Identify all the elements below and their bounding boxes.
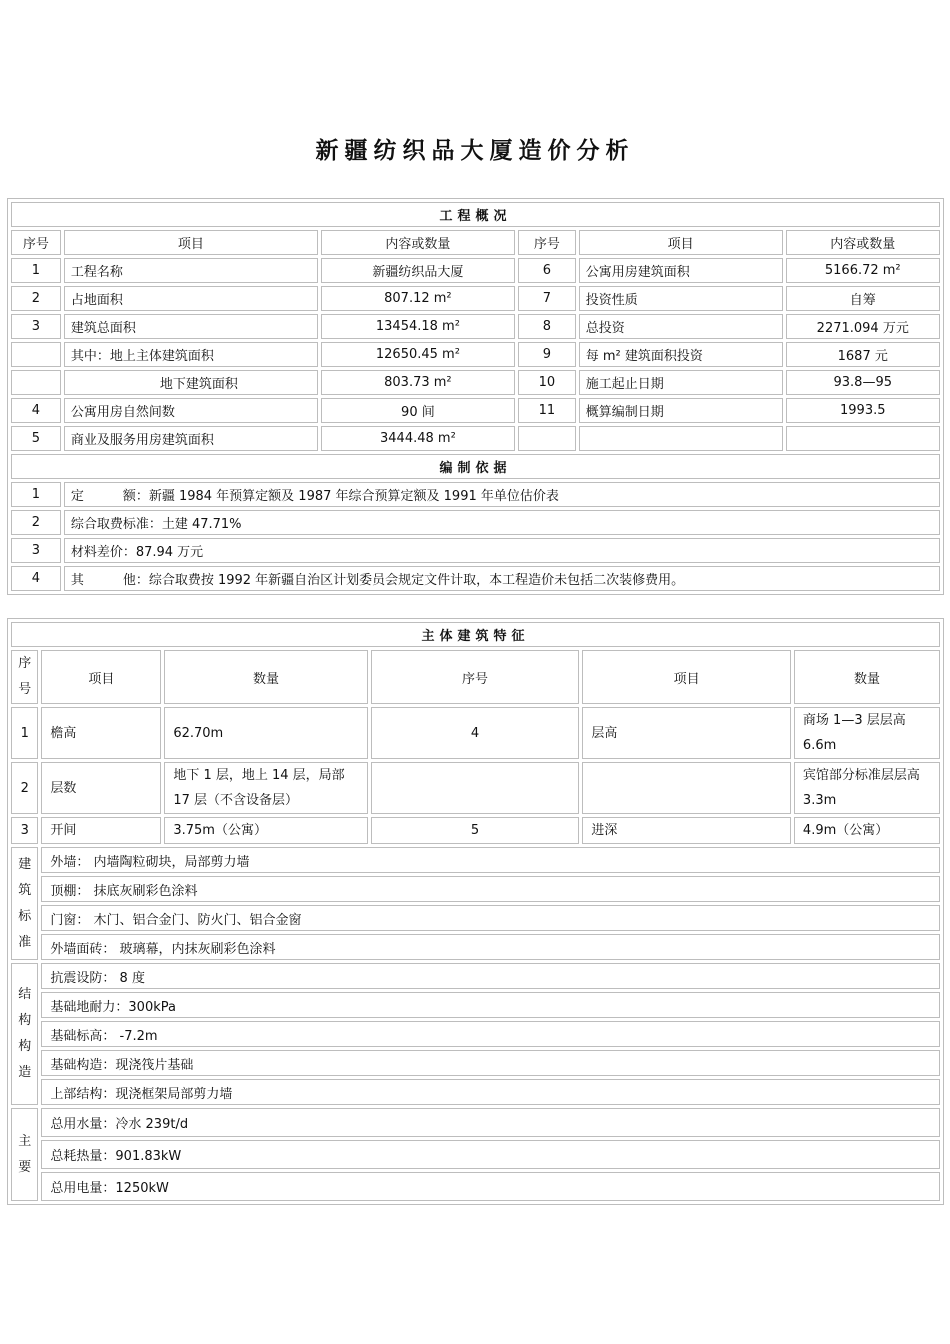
features-section — [7, 618, 944, 1205]
table-cell: 11 — [518, 398, 576, 423]
table-cell: 公寓用房建筑面积 — [579, 258, 783, 283]
section-heading: 工程概况 — [11, 202, 940, 227]
table-cell: 抗震设防： 8 度 — [41, 963, 940, 989]
table-cell: 2 — [11, 286, 61, 311]
table-cell: 3444.48 m² — [321, 426, 515, 451]
table-row — [11, 817, 940, 844]
table-cell: 顶棚： 抹底灰刷彩色涂料 — [41, 876, 940, 902]
group-label — [11, 847, 38, 960]
table-cell: 5 — [11, 426, 61, 451]
table-cell: 层数 — [41, 762, 161, 814]
table-cell: 4 — [11, 566, 61, 591]
table-cell: 总用电量：1250kW — [41, 1172, 940, 1201]
table-cell: 62.70m — [164, 707, 367, 759]
column-header: 项目 — [579, 230, 783, 255]
table-cell: 开间 — [41, 817, 161, 844]
group-label-char: 标 — [18, 908, 32, 924]
table-cell: 2 — [11, 762, 38, 814]
table-cell: 定 额：新疆 1984 年预算定额及 1987 年综合预算定额及 1991 年单位估价表 — [64, 482, 940, 507]
table-row — [11, 342, 940, 367]
table-cell: 其 他：综合取费按 1992 年新疆自治区计划委员会规定文件计取，本工程造价未包括二次装修费用。 — [64, 566, 940, 591]
table-row — [11, 707, 940, 759]
table-cell: 公寓用房自然间数 — [64, 398, 318, 423]
table-cell: 其中：地上主体建筑面积 — [64, 342, 318, 367]
table-cell: 93.8—95 — [786, 370, 940, 395]
table-cell: 综合取费标准：土建 47.71% — [64, 510, 940, 535]
table-cell: 施工起止日期 — [579, 370, 783, 395]
table-cell — [582, 762, 791, 814]
table-cell: 4 — [371, 707, 580, 759]
table-row — [11, 934, 940, 960]
table-cell: 投资性质 — [579, 286, 783, 311]
table-row — [11, 762, 940, 814]
table-cell: 基础标高： -7.2m — [41, 1021, 940, 1047]
table-row — [11, 1079, 940, 1105]
table-row — [11, 1050, 940, 1076]
table-cell — [11, 342, 61, 367]
section-heading-row — [11, 622, 940, 647]
column-header: 序 号 — [11, 650, 38, 704]
table-row — [11, 314, 940, 339]
group-label-char: 建 — [18, 856, 32, 872]
table-cell: 1993.5 — [786, 398, 940, 423]
table-row — [11, 1140, 940, 1169]
table-cell: 工程名称 — [64, 258, 318, 283]
table-cell — [786, 426, 940, 451]
table-cell: 檐高 — [41, 707, 161, 759]
table-cell: 90 间 — [321, 398, 515, 423]
table-cell: 地下建筑面积 — [64, 370, 318, 395]
group-label — [11, 1108, 38, 1201]
column-header: 内容或数量 — [321, 230, 515, 255]
section-heading-row — [11, 454, 940, 479]
table-cell: 总用水量：冷水 239t/d — [41, 1108, 940, 1137]
table-row — [11, 963, 940, 989]
table-cell: 6 — [518, 258, 576, 283]
group-label-char: 准 — [18, 934, 32, 950]
column-header: 序号 — [371, 650, 580, 704]
table-row — [11, 847, 940, 873]
column-header: 序号 — [11, 230, 61, 255]
table-cell: 外墙： 内墙陶粒砌块，局部剪力墙 — [41, 847, 940, 873]
group-label-char: 要 — [18, 1159, 32, 1175]
table-cell: 概算编制日期 — [579, 398, 783, 423]
table-cell: 3 — [11, 817, 38, 844]
table-cell: 803.73 m² — [321, 370, 515, 395]
group-label-char: 造 — [18, 1065, 32, 1080]
table-cell: 807.12 m² — [321, 286, 515, 311]
group-label-char: 主 — [18, 1133, 32, 1149]
column-header: 数量 — [164, 650, 367, 704]
table-cell: 上部结构：现浇框架局部剪力墙 — [41, 1079, 940, 1105]
table-cell: 建筑总面积 — [64, 314, 318, 339]
table-header-row — [11, 230, 940, 255]
table-cell: 总投资 — [579, 314, 783, 339]
table-cell: 基础构造：现浇筏片基础 — [41, 1050, 940, 1076]
table-cell: 4 — [11, 398, 61, 423]
table-row — [11, 482, 940, 507]
table-cell: 10 — [518, 370, 576, 395]
table-cell: 5166.72 m² — [786, 258, 940, 283]
column-header: 项目 — [64, 230, 318, 255]
table-cell: 1 — [11, 707, 38, 759]
section-heading: 主体建筑特征 — [11, 622, 940, 647]
table-cell: 1 — [11, 258, 61, 283]
table-cell — [11, 370, 61, 395]
column-header: 数量 — [794, 650, 940, 704]
table-row — [11, 905, 940, 931]
table-row — [11, 398, 940, 423]
table-cell: 地下 1 层，地上 14 层，局部 17 层（不含设备层） — [164, 762, 367, 814]
table-cell: 占地面积 — [64, 286, 318, 311]
table-cell: 商业及服务用房建筑面积 — [64, 426, 318, 451]
table-cell: 2271.094 万元 — [786, 314, 940, 339]
column-header: 内容或数量 — [786, 230, 940, 255]
table-cell — [579, 426, 783, 451]
column-header: 序号 — [518, 230, 576, 255]
page-title: 新疆纺织品大厦造价分析 — [315, 137, 635, 164]
table-cell: 总耗热量：901.83kW — [41, 1140, 940, 1169]
table-cell: 基础地耐力：300kPa — [41, 992, 940, 1018]
table-cell: 每 m² 建筑面积投资 — [579, 342, 783, 367]
table-cell — [371, 762, 580, 814]
table-row — [11, 286, 940, 311]
table-row — [11, 992, 940, 1018]
table-cell: 2 — [11, 510, 61, 535]
group-label-char: 构 — [18, 1039, 32, 1054]
table-row — [11, 370, 940, 395]
table-row — [11, 258, 940, 283]
table-header-row — [11, 650, 940, 704]
section-heading-row — [11, 202, 940, 227]
table-row — [11, 426, 940, 451]
group-label-char: 构 — [18, 1013, 32, 1028]
overview-section — [7, 198, 944, 595]
table-row — [11, 538, 940, 563]
group-label-char: 筑 — [18, 882, 32, 898]
table-cell: 3.75m（公寓） — [164, 817, 367, 844]
overview-table — [8, 199, 943, 594]
table-cell: 自筹 — [786, 286, 940, 311]
table-cell: 商场 1—3 层层高 6.6m — [794, 707, 940, 759]
table-cell: 进深 — [582, 817, 791, 844]
table-cell: 3 — [11, 314, 61, 339]
table-cell: 宾馆部分标准层层高 3.3m — [794, 762, 940, 814]
group-label — [11, 963, 38, 1105]
table-row — [11, 1172, 940, 1201]
table-cell: 新疆纺织品大厦 — [321, 258, 515, 283]
table-cell: 7 — [518, 286, 576, 311]
table-cell: 3 — [11, 538, 61, 563]
features-table — [8, 619, 943, 1204]
table-cell: 材料差价：87.94 万元 — [64, 538, 940, 563]
table-row — [11, 1021, 940, 1047]
table-cell: 1687 元 — [786, 342, 940, 367]
table-cell: 门窗： 木门、铝合金门、防火门、铝合金窗 — [41, 905, 940, 931]
table-row — [11, 1108, 940, 1137]
table-cell: 9 — [518, 342, 576, 367]
table-cell: 外墙面砖： 玻璃幕，内抹灰刷彩色涂料 — [41, 934, 940, 960]
table-cell: 1 — [11, 482, 61, 507]
section-heading: 编制依据 — [11, 454, 940, 479]
table-cell: 4.9m（公寓） — [794, 817, 940, 844]
table-cell — [518, 426, 576, 451]
table-row — [11, 876, 940, 902]
group-label-char: 结 — [18, 987, 32, 1002]
column-header: 项目 — [41, 650, 161, 704]
table-cell: 层高 — [582, 707, 791, 759]
column-header: 项目 — [582, 650, 791, 704]
table-cell: 8 — [518, 314, 576, 339]
table-row — [11, 566, 940, 591]
table-row — [11, 510, 940, 535]
table-cell: 13454.18 m² — [321, 314, 515, 339]
table-cell: 5 — [371, 817, 580, 844]
table-cell: 12650.45 m² — [321, 342, 515, 367]
